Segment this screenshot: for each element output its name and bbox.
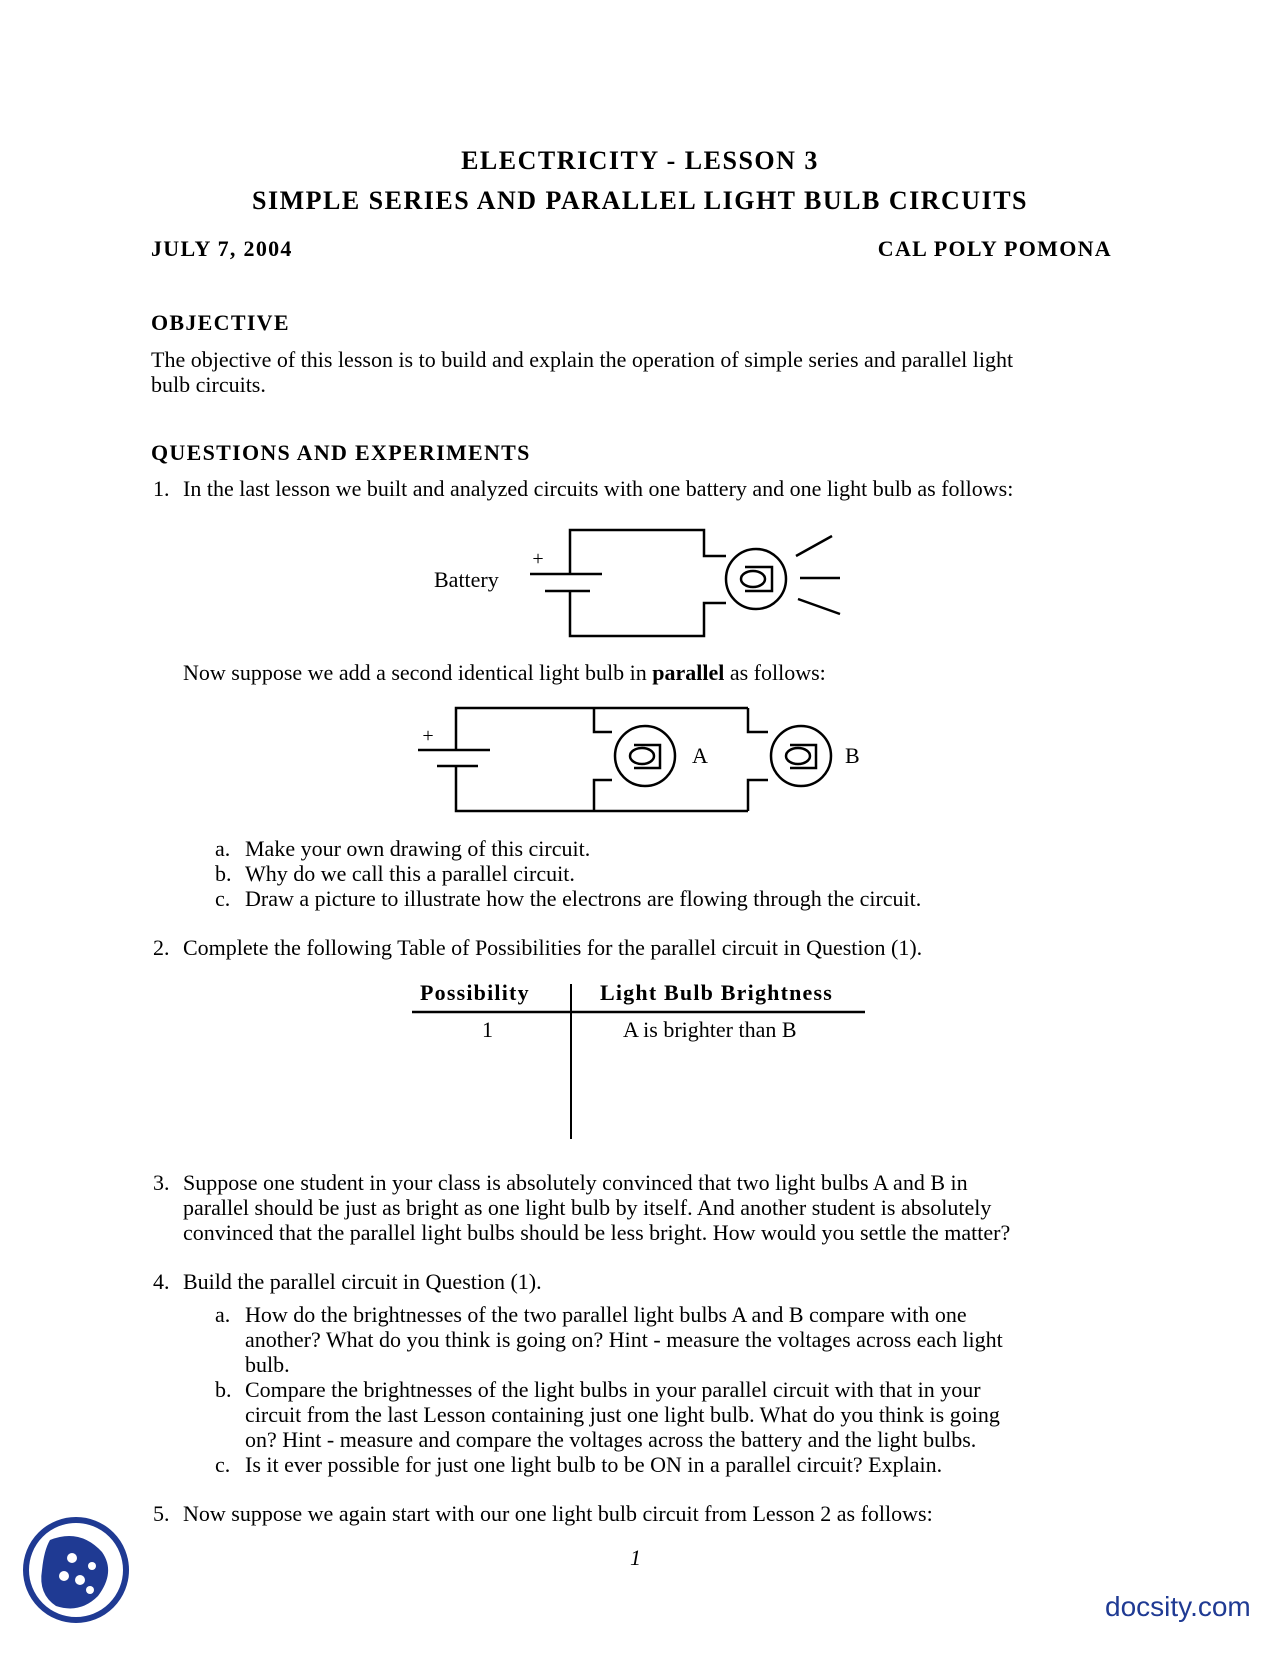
q4-item-a-letter: a. [215, 1302, 231, 1327]
light-ray-icon [796, 536, 832, 556]
q1-number: 1. [153, 476, 170, 501]
bulb-a-icon [615, 726, 675, 786]
bottom-wire [570, 591, 726, 636]
institution: CAL POLY POMONA [877, 236, 1112, 261]
docsity-logo-icon [20, 1510, 132, 1630]
parallel-circuit [418, 708, 831, 811]
diagram2-plus: + [422, 725, 434, 747]
table-row-possibility: 1 [482, 1017, 493, 1042]
objective-heading: OBJECTIVE [151, 310, 290, 335]
q1-item-a: Make your own drawing of this circuit. [245, 836, 591, 861]
questions-heading: QUESTIONS AND EXPERIMENTS [151, 440, 531, 465]
q4-item-a-line2: another? What do you think is going on? Hint - measure the voltages across each light [245, 1327, 1003, 1352]
q4-item-b-line2: circuit from the last Lesson containing just one light bulb. What do you think is going [245, 1402, 1000, 1427]
objective-line2: bulb circuits. [151, 372, 266, 397]
q1-text: In the last lesson we built and analyzed circuits with one battery and one light bulb as follows: [183, 476, 1014, 501]
table-col-brightness: Light Bulb Brightness [600, 980, 834, 1005]
page-title-line2: SIMPLE SERIES AND PARALLEL LIGHT BULB CIRCUITS [251, 186, 1028, 215]
q5-text: Now suppose we again start with our one light bulb circuit from Lesson 2 as follows: [183, 1501, 933, 1526]
page-title-line1: ELECTRICITY - LESSON 3 [461, 146, 819, 175]
q1-text2: Now suppose we add a second identical light bulb in parallel as follows: [183, 660, 826, 685]
q2-text: Complete the following Table of Possibilities for the parallel circuit in Question (1). [183, 935, 923, 960]
page-number: 1 [630, 1545, 641, 1570]
q3-number: 3. [153, 1170, 170, 1195]
q1-item-b-letter: b. [215, 861, 232, 886]
date: JULY 7, 2004 [151, 236, 293, 261]
light-ray-icon [798, 599, 840, 614]
q4-item-b-line1: Compare the brightnesses of the light bulbs in your parallel circuit with that in your [245, 1377, 981, 1402]
q4-item-a-line1: How do the brightnesses of the two parallel light bulbs A and B compare with one [245, 1302, 967, 1327]
q3-line2: parallel should be just as bright as one light bulb by itself. And another student is absolutely [183, 1195, 992, 1220]
q4-item-c-line1: Is it ever possible for just one light bulb to be ON in a parallel circuit? Explain. [245, 1452, 943, 1477]
q1-item-b: Why do we call this a parallel circuit. [245, 861, 575, 886]
q4-item-b-line3: on? Hint - measure and compare the voltages across the battery and the light bulbs. [245, 1427, 977, 1452]
table-row-brightness: A is brighter than B [623, 1017, 797, 1042]
q4-item-c-letter: c. [215, 1452, 231, 1477]
q2-number: 2. [153, 935, 170, 960]
diagram1-plus: + [532, 548, 544, 570]
docsity-watermark[interactable]: docsity.com [1105, 1591, 1251, 1622]
bulb-b-icon [771, 726, 831, 786]
q3-line1: Suppose one student in your class is absolutely convinced that two light bulbs A and B in [183, 1170, 968, 1195]
bulb-icon [726, 549, 786, 609]
objective-line1: The objective of this lesson is to build and explain the operation of simple series and parallel light [151, 347, 1014, 372]
q4-text: Build the parallel circuit in Question (1). [183, 1269, 542, 1294]
top-wire [570, 530, 726, 574]
q5-number: 5. [153, 1501, 170, 1526]
battery-label: Battery [434, 567, 499, 592]
q1-item-c: Draw a picture to illustrate how the electrons are flowing through the circuit. [245, 886, 922, 911]
q4-number: 4. [153, 1269, 170, 1294]
q4-item-b-letter: b. [215, 1377, 232, 1402]
bulb-a-label: A [692, 743, 708, 768]
q3-line3: convinced that the parallel light bulbs should be less bright. How would you settle the matter? [183, 1220, 1011, 1245]
q1-item-a-letter: a. [215, 836, 231, 861]
q1-item-c-letter: c. [215, 886, 231, 911]
q4-item-a-line3: bulb. [245, 1352, 290, 1377]
bulb-b-label: B [845, 743, 860, 768]
single-bulb-circuit [530, 530, 840, 636]
table-col-possibility: Possibility [420, 980, 530, 1005]
